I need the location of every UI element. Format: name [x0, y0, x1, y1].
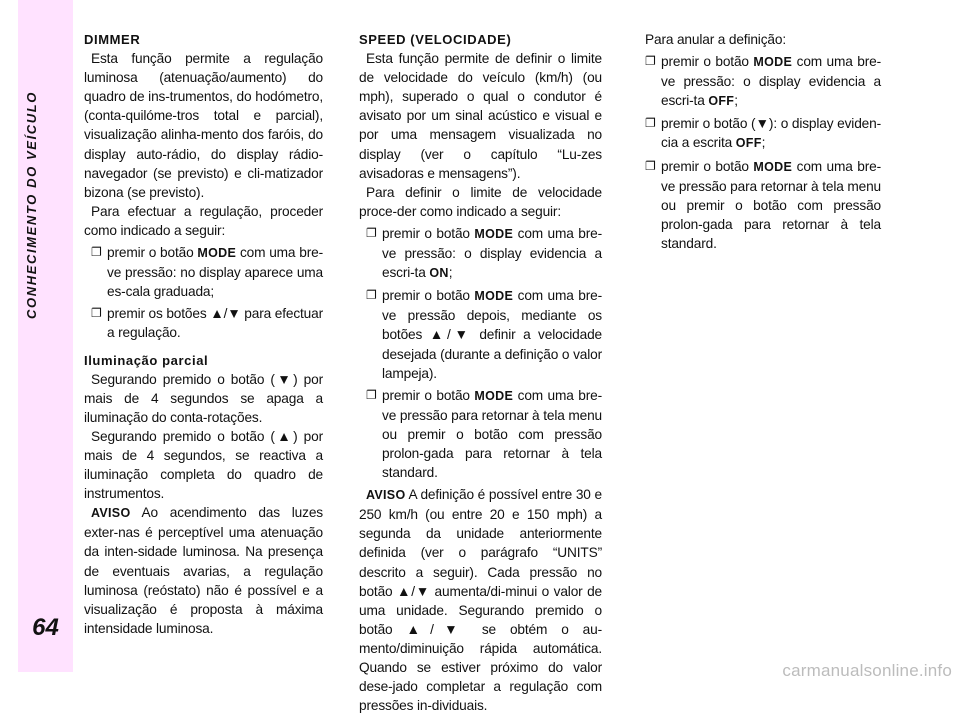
speed-heading: SPEED (VELOCIDADE): [359, 32, 512, 47]
list-item-text: premir o botão MODE com uma bre-ve pressão depois, mediante os botões ▲/▼ definir a velocidade desejada (durante a definição o valor lampeja).: [382, 288, 602, 381]
anular-intro: Para anular a definição:: [645, 32, 786, 47]
column-3: [645, 30, 881, 253]
section-title: CONHECIMENTO DO VEÍCULO: [24, 91, 39, 319]
page-number: 64: [32, 614, 59, 641]
list-item-text: premir o botão MODE com uma bre-ve pressão para retornar à tela menu ou premir o botão com pressão prolon-gada para retornar à tela standard.: [661, 158, 881, 251]
dimmer-heading: DIMMER: [84, 32, 141, 47]
list-item: [91, 304, 323, 342]
checkbox-bullet-icon: ❐: [91, 306, 102, 321]
list-item: [645, 157, 881, 253]
dimmer-instructions: Para efectuar a regulação, proceder como indicado a seguir:: [84, 203, 323, 238]
list-item: [645, 52, 881, 111]
speed-paragraph: Esta função permite de definir o limite de velocidade do veículo (km/h) (ou mph), superado o qual o condutor é avisato por um sinal acústico e visual e por uma mensagem visualizada no display (ver o capítulo “Lu-zes avisadoras e mensagens”).: [359, 51, 602, 181]
list-item: [366, 386, 602, 482]
checkbox-bullet-icon: ❐: [366, 387, 377, 402]
speed-instructions: Para definir o limite de velocidade proce-der como indicado a seguir:: [359, 184, 602, 219]
iluminacao-paragraph-2: Segurando premido o botão (▲) por mais de 4 segundos, se reactiva a iluminação completa do quadro de instrumentos.: [84, 428, 323, 502]
list-item: [645, 114, 881, 153]
list-item: [366, 286, 602, 382]
list-item-text: premir o botão MODE com uma bre-ve pressão: o display evidencia a escri-ta ON;: [382, 225, 602, 281]
iluminacao-heading: Iluminação parcial: [84, 352, 209, 368]
list-item-text: premir os botões ▲/▼ para efectuar a regulação.: [107, 306, 323, 341]
checkbox-bullet-icon: ❐: [645, 116, 656, 131]
list-item: [91, 243, 323, 301]
list-item-text: premir o botão MODE com uma bre-ve pressão para retornar à tela menu ou premir o botão com pressão prolon-gada para retornar à tela standard.: [382, 387, 602, 481]
list-item-text: premir o botão MODE com uma bre-ve pressão: no display aparece uma es-cala graduada;: [107, 245, 323, 300]
column-2: [359, 30, 602, 715]
checkbox-bullet-icon: ❐: [366, 288, 377, 303]
dimmer-paragraph: Esta função permite a regulação luminosa (atenuação/aumento) do quadro de ins-trumentos, do hodómetro, (conta-quilóme-tros total e parcial), visualização alinha-mento dos faróis, do display auto-rádio, do display rádio-navegador (se previsto) e cli-matizador bizona (se previsto).: [84, 51, 323, 200]
checkbox-bullet-icon: ❐: [91, 245, 102, 260]
aviso-paragraph: AVISO A definição é possível entre 30 e 250 km/h (ou entre 20 e 150 mph) a segunda da unidade anteriormente definida (ver o parágrafo “UNITS” descrito a seguir). Cada pressão no botão ▲/▼ aumenta/di-minui o valor de uma unidade. Segurando premido o botão ▲/▼ se obtém o au-mento/diminuição rápida automática. Quando se estiver próximo do valor dese-jado completar a regulação com pressões in-dividuais.: [359, 487, 602, 714]
checkbox-bullet-icon: ❐: [366, 225, 377, 240]
checkbox-bullet-icon: ❐: [645, 158, 656, 173]
list-item-text: premir o botão (▼): o display eviden-cia a escrita OFF;: [661, 116, 881, 151]
list-item: [366, 224, 602, 283]
aviso-keyword: AVISO: [366, 488, 406, 503]
column-1: [84, 30, 323, 638]
watermark: carmanualsonline.info: [782, 661, 952, 680]
aviso-paragraph: AVISO Ao acendimento das luzes exter-nas é perceptível uma atenuação da inten-sidade luminosa. Na presença de eventuais avarias, a regulação luminosa (reóstato) não é possível e a visualização é proposta à máxima intensidade luminosa.: [84, 505, 323, 636]
aviso-keyword: AVISO: [91, 506, 131, 521]
list-item-text: premir o botão MODE com uma bre-ve pressão: o display evidencia a escri-ta OFF;: [661, 54, 881, 109]
mode-keyword: MODE: [197, 246, 237, 261]
iluminacao-paragraph-1: Segurando premido o botão (▼) por mais de 4 segundos se apaga a iluminação do conta-rotações.: [84, 371, 323, 425]
checkbox-bullet-icon: ❐: [645, 54, 656, 69]
